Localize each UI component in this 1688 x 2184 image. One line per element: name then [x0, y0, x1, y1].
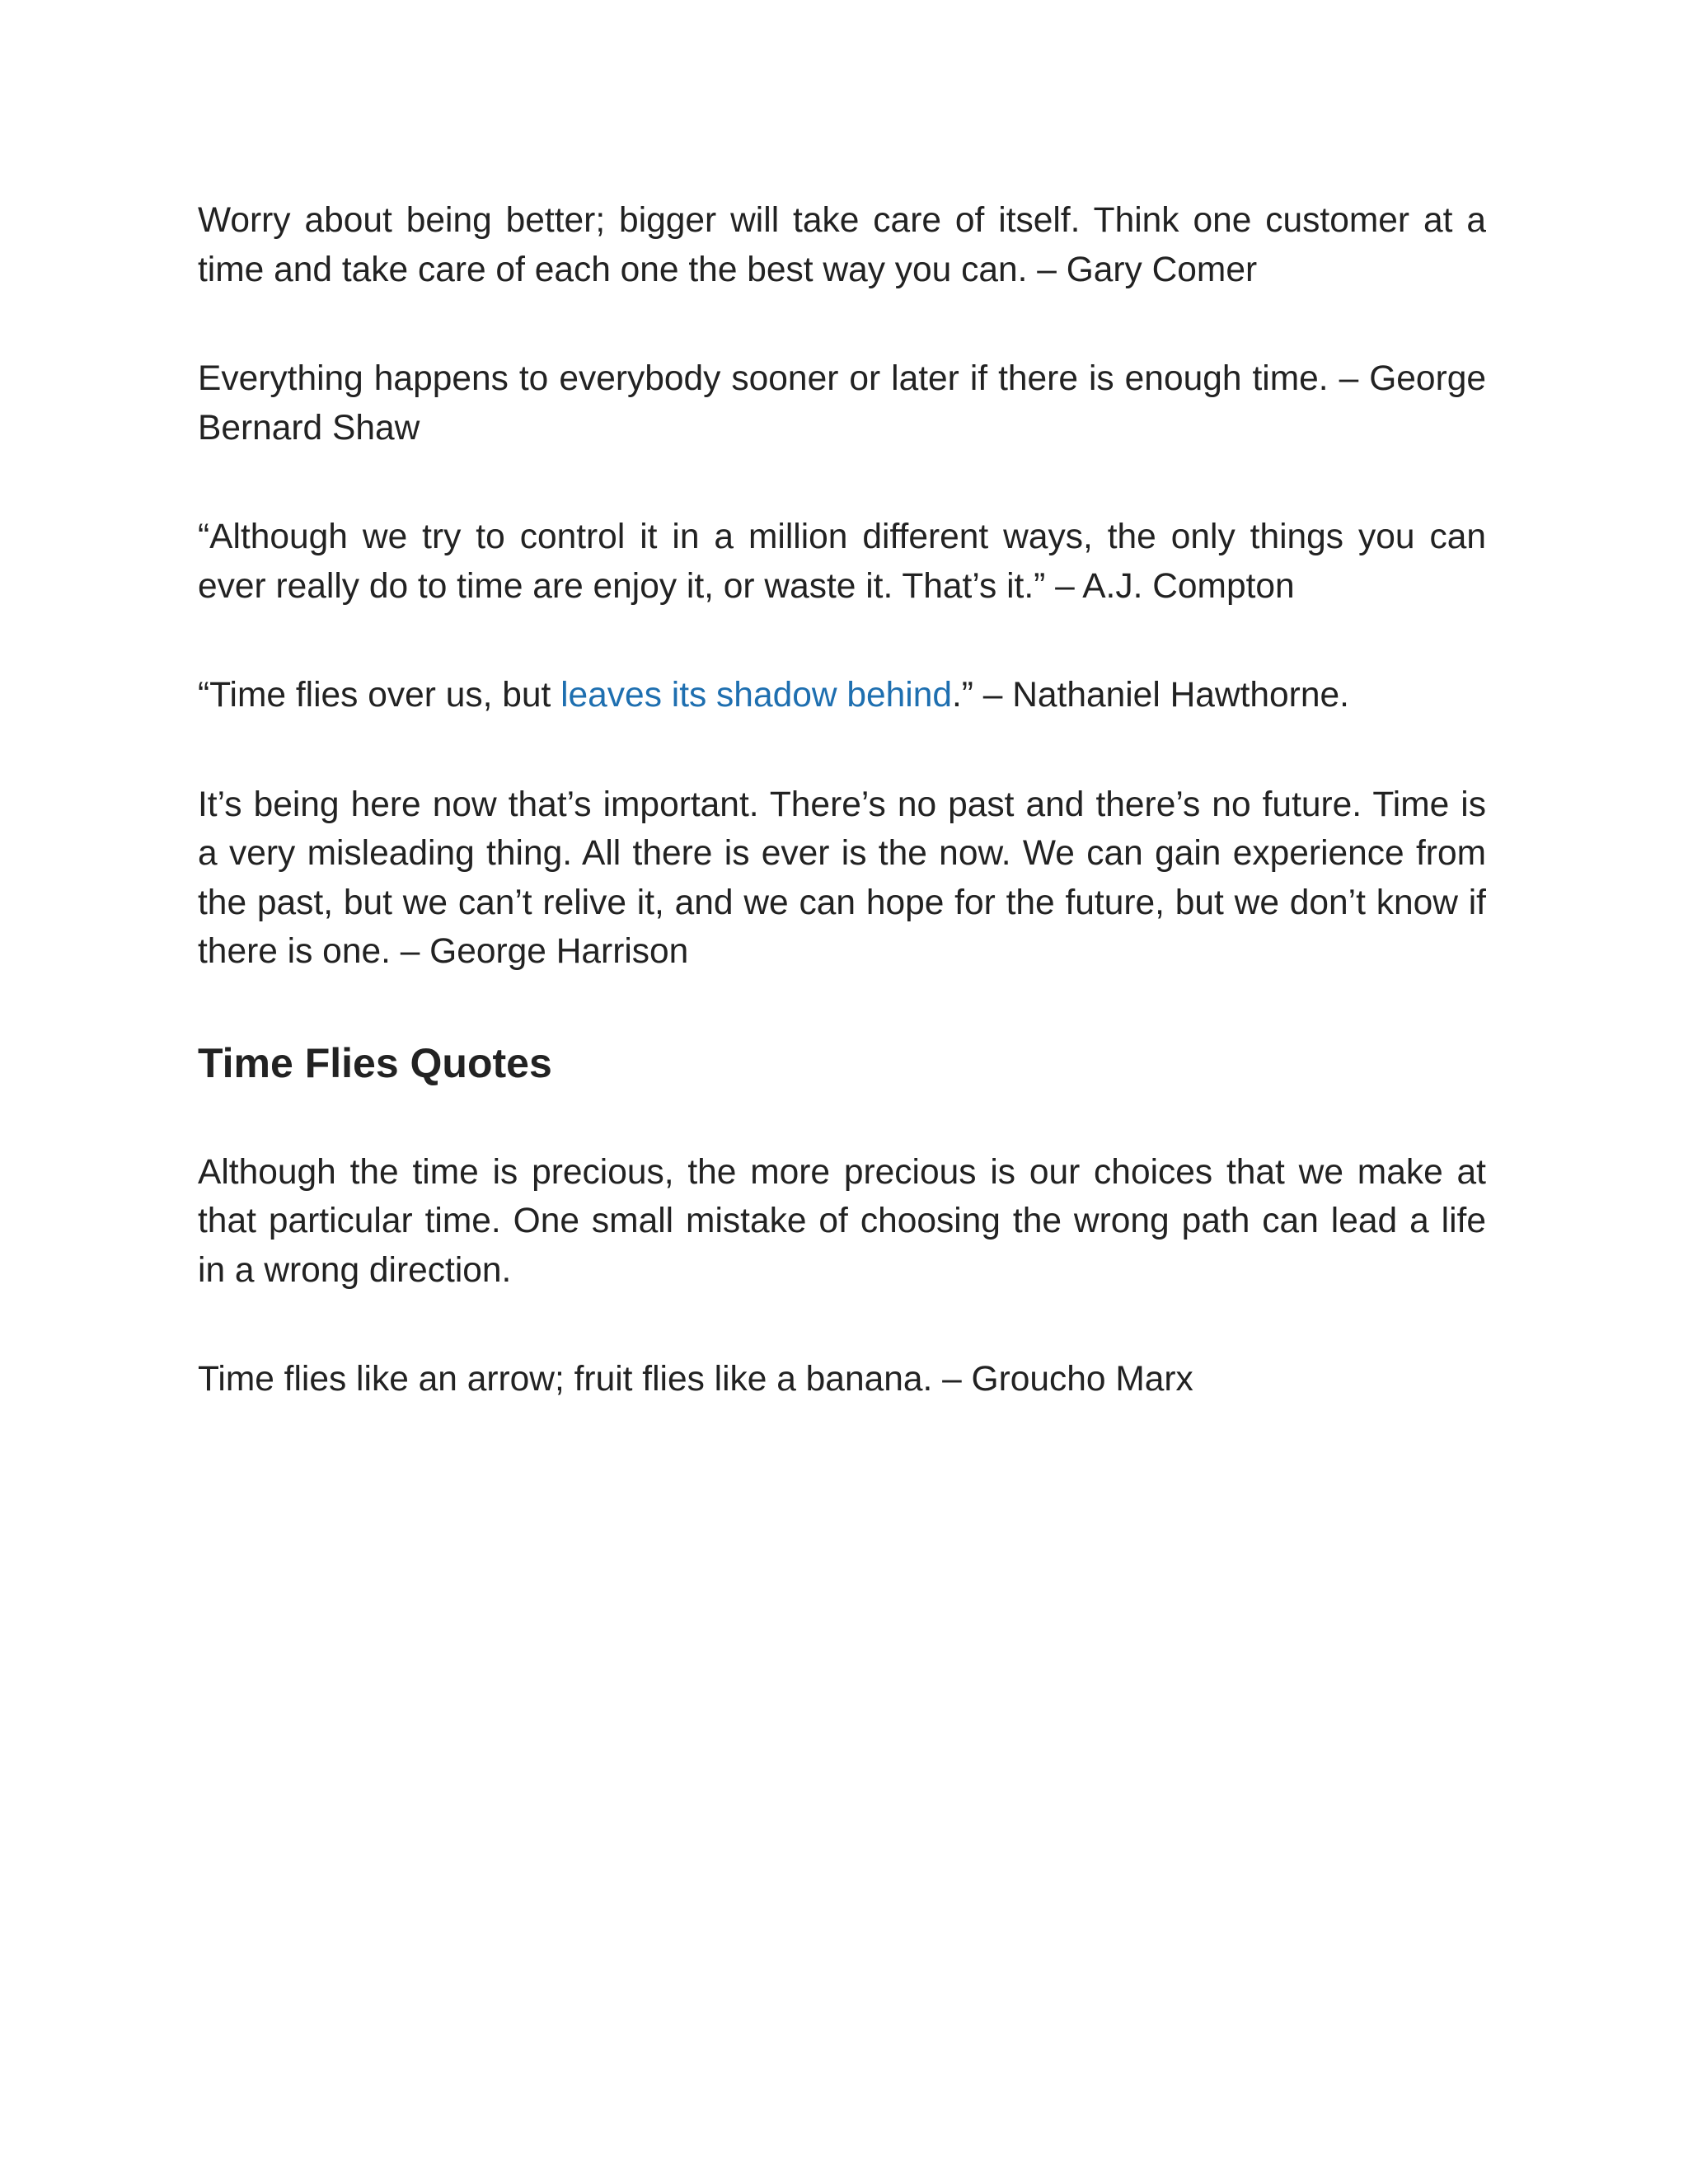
quote-george-harrison: It’s being here now that’s important. There’s no past and there’s no future. Time is a very misleading thing. All there is ever is the now. We can gain experience from the past, but we can’t relive it, and we can hope for the future, but we don’t know if there is one. – George Harrison: [198, 785, 1486, 971]
quote-gary-comer: Worry about being better; bigger will take care of itself. Think one customer at a time and take care of each one the best way you can. – Gary Comer: [198, 201, 1486, 289]
quote-aj-compton: “Although we try to control it in a million different ways, the only things you can ever really do to time are enjoy it, or waste it. That’s it.” – A.J. Compton: [198, 518, 1486, 606]
leaves-its-shadow-behind-link[interactable]: leaves its shadow behind: [560, 676, 952, 715]
paragraph-time-precious: Although the time is precious, the more precious is our choices that we make at that particular time. One small mistake of choosing the wrong path can lead a life in a wrong direction.: [198, 1152, 1486, 1290]
quote-hawthorne-before: “Time flies over us, but: [198, 676, 561, 715]
quote-hawthorne-after: .” – Nathaniel Hawthorne.: [951, 676, 1349, 715]
document-body: [198, 196, 1486, 1465]
quote-george-bernard-shaw: Everything happens to everybody sooner or later if there is enough time. – George Bernard Shaw: [198, 359, 1486, 448]
quote-groucho-marx: Time flies like an arrow; fruit flies like a banana. – Groucho Marx: [198, 1360, 1193, 1399]
quote-nathaniel-hawthorne: [198, 671, 1486, 720]
section-heading-time-flies-quotes: Time Flies Quotes: [198, 1039, 552, 1086]
